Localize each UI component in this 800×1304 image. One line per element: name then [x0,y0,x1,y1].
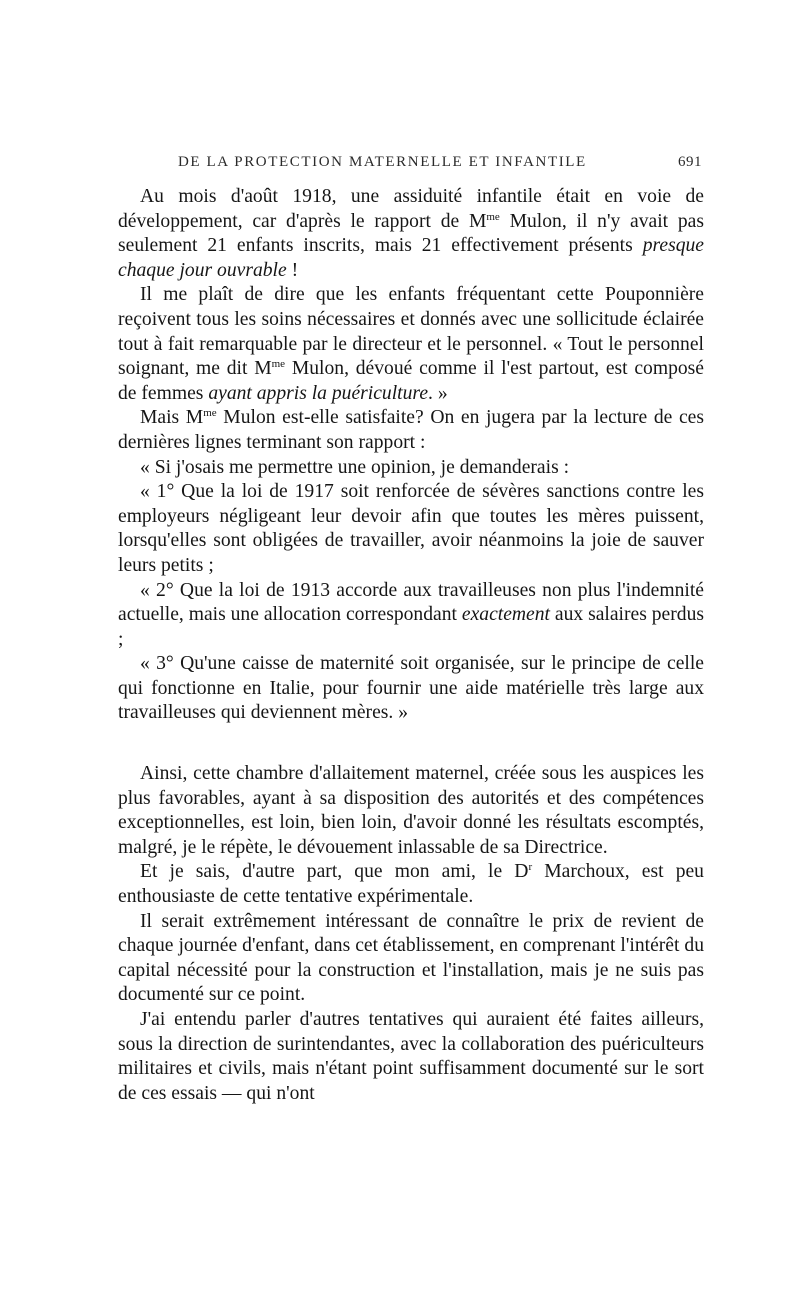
text-segment: Il serait extrêmement intéressant de connaître le prix de revient de chaque journée d'enfant, dans cet établissement, en comprenant l'intérêt du capital nécessité pour la construction et l'installation, mais je ne suis pas documenté sur ce point. [118,910,704,1006]
paragraph [118,283,704,406]
text-segment: ! [286,259,299,281]
book-page [118,148,704,1106]
superscript: me [486,210,500,223]
paragraph [118,860,704,909]
running-title: DE LA PROTECTION MATERNELLE ET INFANTILE [178,154,587,170]
text-segment: Mulon, il n'y avait pas seulement 21 enfants inscrits, mais 21 effectivement présents [118,210,704,257]
paragraph [118,910,704,1008]
paragraph [118,185,704,283]
paragraph [118,652,704,726]
text-segment: Et je sais, d'autre part, que mon ami, le D [140,861,529,883]
paragraph [118,579,704,653]
paragraph [118,762,704,860]
italic-text: exactement [461,604,550,626]
italic-text: ayant appris la puériculture [208,382,429,404]
text-segment: Il me plaît de dire que les enfants fréquentant cette Pouponnière reçoivent tous les soins nécessaires et donnés avec une sollicitude éclairée tout à fait remarquable par le directeur et le personnel. « Tout le personnel soignant, me dit M [118,284,704,380]
text-segment: « Si j'osais me permettre une opinion, je demanderais : [140,456,570,478]
superscript: r [528,861,533,874]
text-segment: Au mois d'août 1918, une assiduité infantile était en voie de développement, car d'après le rapport de M [118,186,704,232]
body-text [118,185,704,1106]
paragraph [118,480,704,578]
text-segment: Mulon, dévoué comme il l'est partout, est composé de femmes [118,358,704,404]
paragraph [118,1008,704,1106]
paragraph [118,406,704,455]
running-header [118,148,704,176]
text-segment: J'ai entendu parler d'autres tentatives qui auraient été faites ailleurs, sous la direction de surintendantes, avec la collaboration des puériculteurs militaires et civils, mais n'étant point suffisamment documenté sur le sort de ces essais — qui n'ont [118,1009,704,1104]
italic-text: presque chaque jour ouvrable [118,235,704,281]
superscript: me [203,407,217,420]
text-segment: Mais M [140,407,204,429]
superscript: me [271,358,286,371]
text-segment: Marchoux, est peu enthousiaste de cette tentative expérimentale. [118,861,704,908]
page-number: 691 [678,154,702,170]
text-segment: Mulon est-elle satisfaite? On en jugera par la lecture de ces dernières lignes terminant son rapport : [118,407,704,453]
text-segment: aux salaires perdus ; [118,604,704,650]
text-segment: . » [428,382,448,404]
text-segment: « 2° Que la loi de 1913 accorde aux travailleuses non plus l'indemnité actuelle, mais une allocation correspondant [118,579,704,626]
text-segment: Ainsi, cette chambre d'allaitement maternel, créée sous les auspices les plus favorables, ayant à sa disposition des autorités et des compétences exceptionnelles, est loin, bien loin, d'avoir donné les résultats escomptés, malgré, je le répète, le dévouement inlassable de sa Directrice. [118,763,704,858]
text-segment: « 3° Qu'une caisse de maternité soit organisée, sur le principe de celle qui fonctionne en Italie, pour fournir une aide matérielle très large aux travailleuses qui deviennent mères. » [118,653,704,724]
text-segment: « 1° Que la loi de 1917 soit renforcée de sévères sanctions contre les employeurs négligeant leur devoir afin que toutes les mères puissent, lorsqu'elles sont obligées de travailler, avoir néanmoins la joie de sauver leurs petits ; [118,481,704,576]
paragraph [118,456,704,481]
